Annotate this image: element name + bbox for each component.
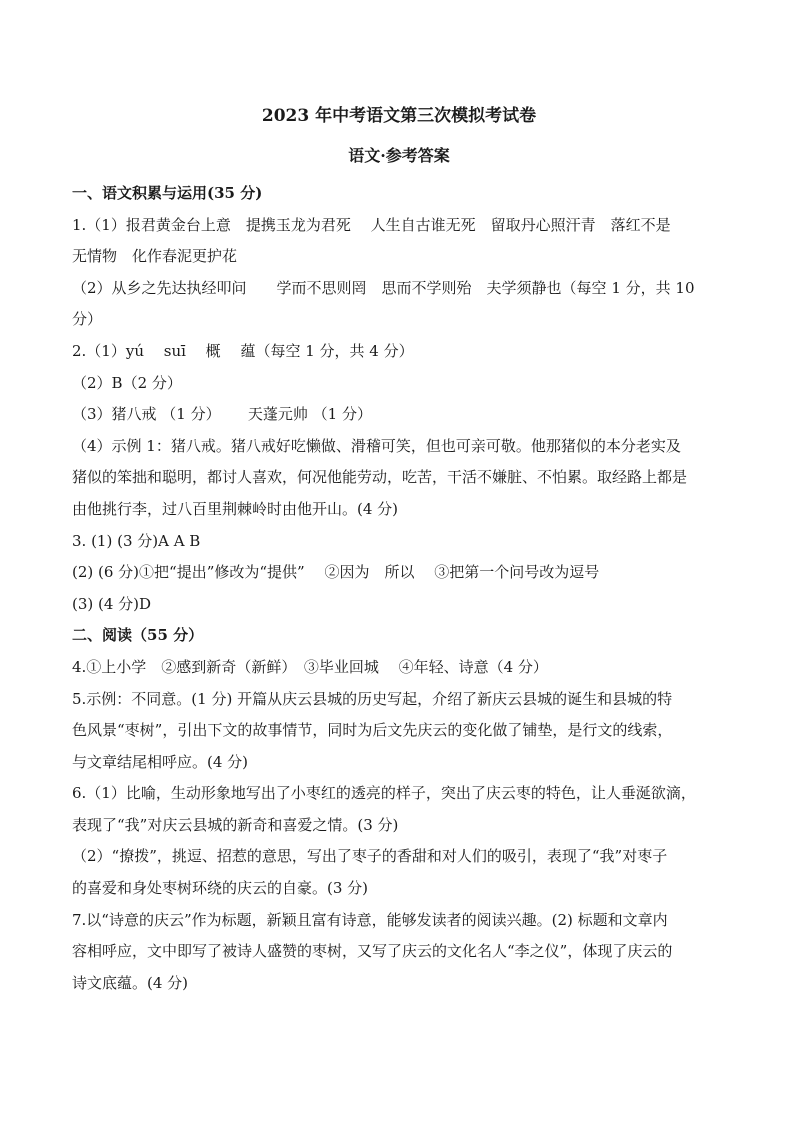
document-title: 2023 年中考语文第三次模拟考试卷 bbox=[261, 106, 537, 126]
answer-line: (3) (4 分)D bbox=[72, 594, 152, 613]
section-heading: 一、语文积累与运用(35 分) bbox=[72, 184, 263, 202]
answer-line: 与文章结尾相呼应。(4 分) bbox=[72, 752, 249, 771]
answer-line: （2）从乡之先达执经叩问 学而不思则罔 思而不学则殆 夫学须静也（每空 1 分，共 10 bbox=[72, 278, 695, 297]
answer-line: 无情物 化作春泥更护花 bbox=[72, 247, 238, 266]
answer-line: 的喜爱和身处枣树环绕的庆云的自豪。(3 分) bbox=[72, 879, 369, 898]
document-subtitle: 语文·参考答案 bbox=[348, 146, 450, 165]
answer-line: 分） bbox=[72, 310, 103, 329]
answer-line: 1.（1）报君黄金台上意 提携玉龙为君死 人生自古谁无死 留取丹心照汗青 落红不是 bbox=[72, 215, 671, 234]
answer-line: （4）示例 1：猪八戒。猪八戒好吃懒做、滑稽可笑，但也可亲可敬。他那猪似的本分老实及 bbox=[72, 436, 681, 455]
answer-line: 色风景“枣树”，引出下文的故事情节，同时为后文先庆云的变化做了铺垫，是行文的线索， bbox=[72, 721, 673, 740]
answer-line: 诗文底蕴。(4 分) bbox=[72, 973, 189, 992]
answer-line: （2）“撩拨”，挑逗、招惹的意思，写出了枣子的香甜和对人们的吸引，表现了“我”对枣子 bbox=[72, 847, 668, 866]
answer-line: 5.示例：不同意。(1 分) 开篇从庆云县城的历史写起，介绍了新庆云县城的诞生和县城的特 bbox=[72, 689, 673, 708]
answer-line: 表现了“我”对庆云县城的新奇和喜爱之情。(3 分) bbox=[72, 815, 399, 834]
answer-line: 7.以“诗意的庆云”作为标题，新颖且富有诗意，能够发读者的阅读兴趣。(2) 标题和文章内 bbox=[72, 910, 668, 929]
answer-line: （3）猪八戒 （1 分） 天蓬元帅 （1 分） bbox=[72, 405, 372, 424]
answer-line: 2.（1）yú suī 概 蕴（每空 1 分，共 4 分） bbox=[72, 341, 414, 360]
answer-line: 容相呼应，文中即写了被诗人盛赞的枣树，又写了庆云的文化名人“李之仪”，体现了庆云的 bbox=[72, 942, 673, 961]
answer-line: 猪似的笨拙和聪明，都讨人喜欢，何况他能劳动，吃苦，干活不嫌脏、不怕累。取经路上都是 bbox=[72, 468, 688, 487]
answer-line: (2) (6 分)①把“提出”修改为“提供” ②因为 所以 ③把第一个问号改为逗号 bbox=[72, 563, 600, 582]
answer-line: （2）B（2 分） bbox=[72, 373, 182, 392]
section-heading: 二、阅读（55 分） bbox=[72, 626, 204, 645]
answer-document bbox=[72, 96, 726, 999]
answer-line: 由他挑行李，过八百里荆棘岭时由他开山。(4 分) bbox=[72, 499, 399, 518]
answer-body bbox=[72, 178, 726, 999]
answer-line: 3. (1) (3 分)A A B bbox=[72, 531, 201, 550]
answer-line: 4.①上小学 ②感到新奇（新鲜） ③毕业回城 ④年轻、诗意（4 分） bbox=[72, 657, 548, 676]
answer-line: 6.（1）比喻，生动形象地写出了小枣红的透亮的样子，突出了庆云枣的特色，让人垂涎欲滴， bbox=[72, 784, 696, 803]
